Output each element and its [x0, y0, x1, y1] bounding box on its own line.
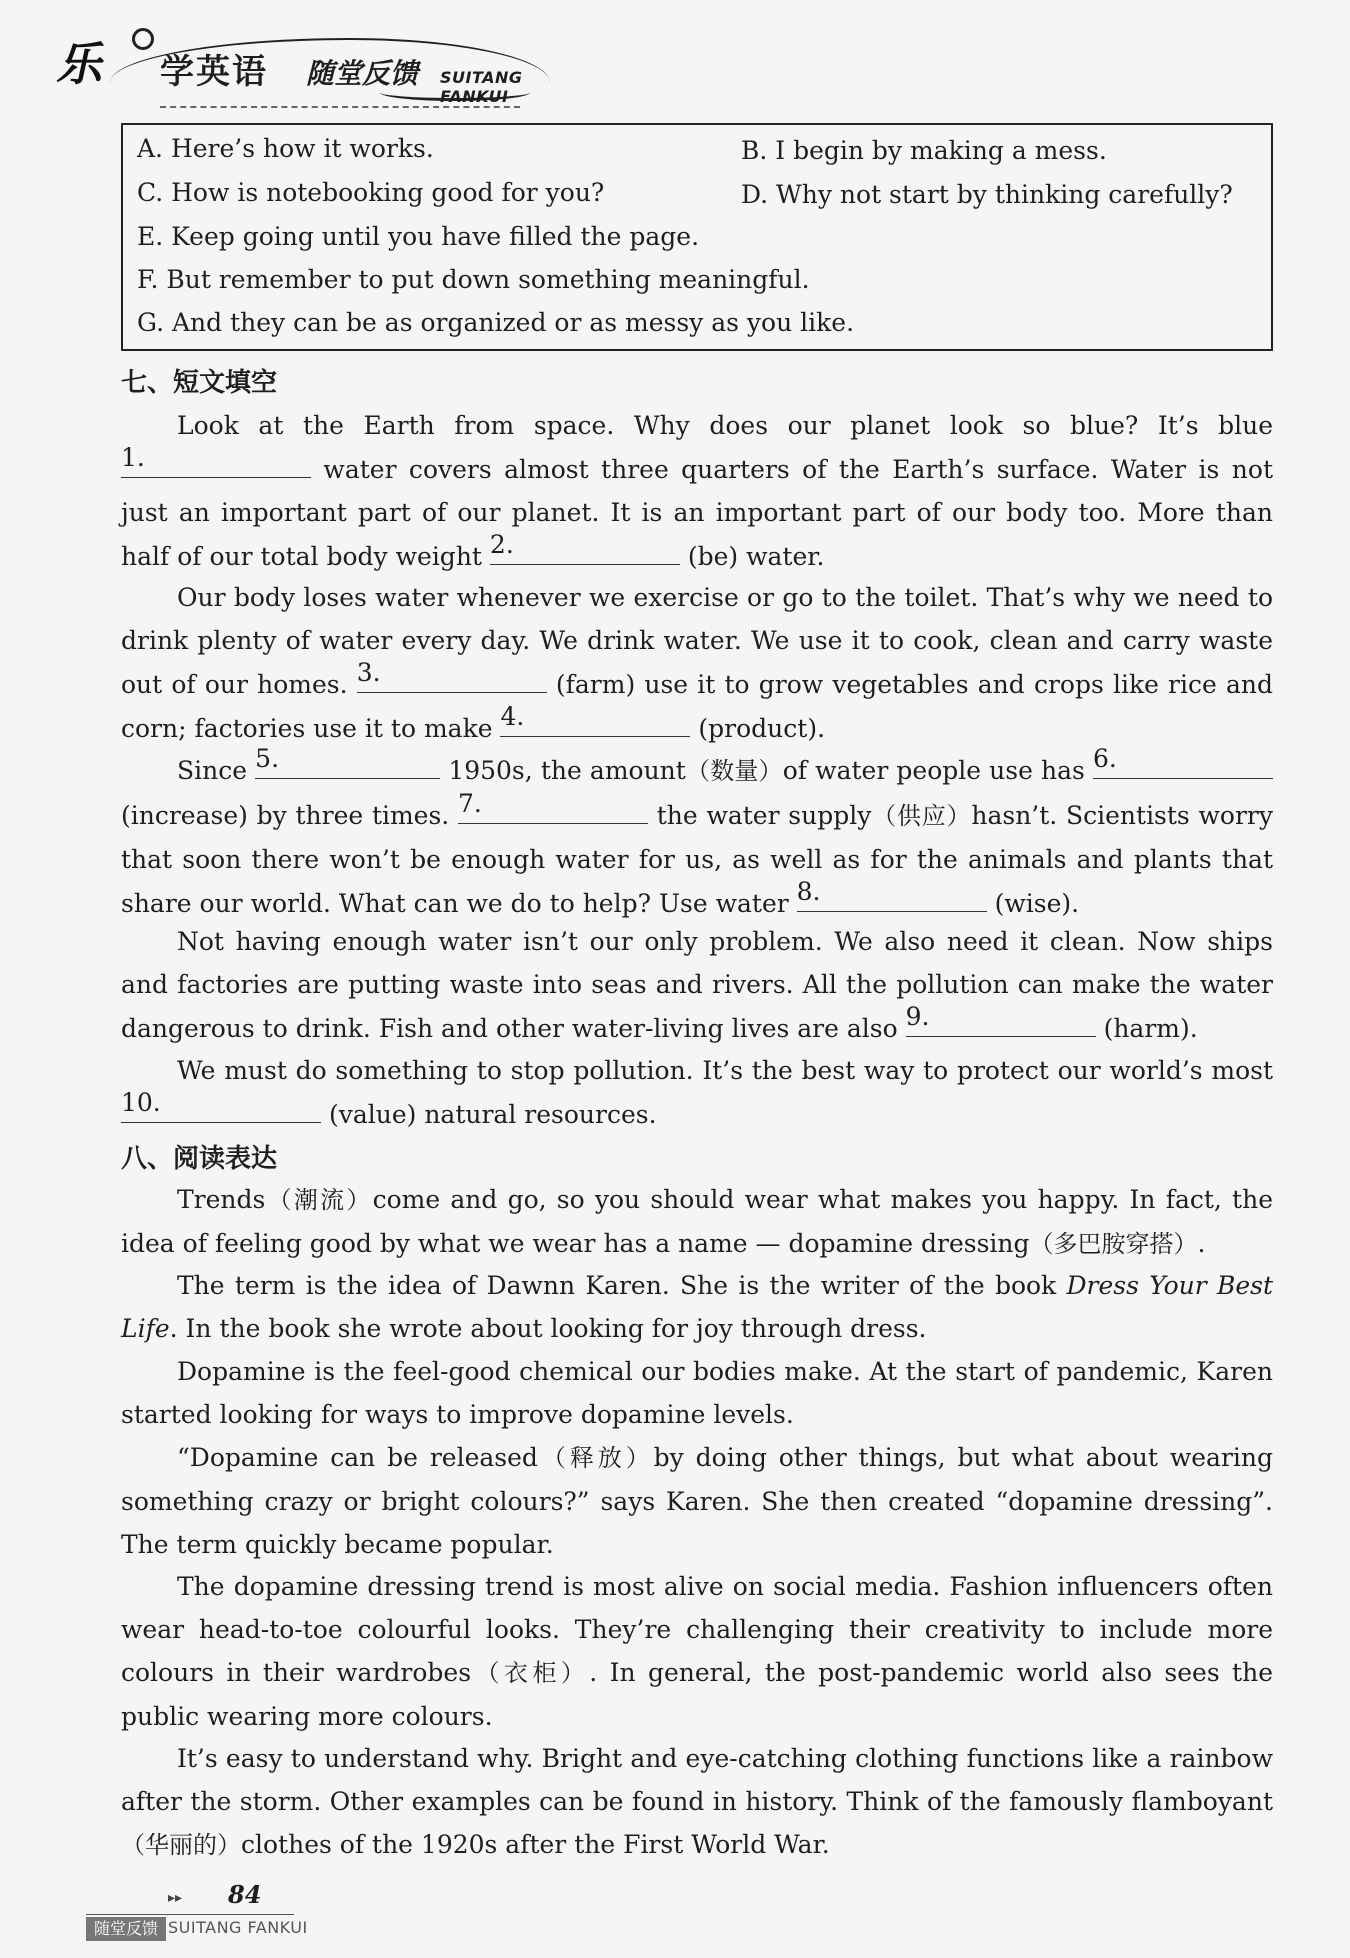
text: by doing other things, but what about wearing something crazy or bright colours?” says Karen. She then created “dopamine dressing”. The term quickly became popular. — [121, 1443, 1273, 1559]
text: 1950s, the amount — [448, 756, 686, 785]
text: (product). — [698, 714, 826, 743]
text: come and go, so you should wear what makes you happy. In fact, the idea of feeling good by what we wear has a name — dopamine dressing — [121, 1185, 1274, 1258]
option-d: D. Why not start by thinking carefully? — [741, 180, 1233, 209]
blank-number: 1. — [121, 443, 145, 472]
blank-3[interactable] — [356, 658, 547, 693]
page-number: 84 — [228, 1880, 262, 1909]
logo-circle-icon — [132, 28, 154, 50]
text: of water people use has — [782, 756, 1085, 785]
footer-title-en: SUITANG FANKUI — [168, 1918, 308, 1937]
blank-10[interactable] — [121, 1088, 321, 1123]
text: (be) water. — [687, 542, 825, 571]
text: water covers almost three quarters of the Earth’s surface. Water is not just an important part of our planet. It is an important part of our body too. More than half of our total body weight — [121, 455, 1273, 571]
s8-paragraph-5 — [121, 1565, 1273, 1738]
page-header — [53, 18, 580, 108]
footer-arrow-icon: ▸▸ — [168, 1890, 183, 1906]
text: . — [1197, 1229, 1206, 1258]
s7-paragraph-1 — [121, 404, 1273, 578]
text: Not having enough water isn’t our only problem. We also need it clean. Now ships and factories are putting waste into seas and rivers. All the pollution can make the water dangerous to drink. Fish and other water-living lives are also — [121, 927, 1273, 1043]
s7-paragraph-3 — [121, 744, 1273, 925]
header-title-en: SUITANG FANKUI — [440, 68, 523, 106]
chinese-gloss: （释放） — [537, 1444, 654, 1472]
text: The term is the idea of Dawnn Karen. She is the writer of the book — [177, 1271, 1057, 1300]
text: (value) natural resources. — [328, 1100, 657, 1129]
option-f: F. But remember to put down something meaningful. — [137, 265, 810, 294]
chinese-gloss: （衣柜） — [471, 1659, 590, 1687]
blank-number: 8. — [796, 877, 821, 906]
option-e: E. Keep going until you have filled the page. — [137, 222, 700, 251]
text: Dopamine is the feel-good chemical our bodies make. At the start of pandemic, Karen started looking for ways to improve dopamine levels. — [121, 1357, 1273, 1429]
blank-2[interactable] — [489, 530, 680, 565]
blank-7[interactable] — [458, 789, 648, 824]
text: . In general, the post-pandemic world also sees the public wearing more colours. — [121, 1658, 1273, 1731]
header-title-sub: 随堂反馈 — [306, 57, 419, 90]
option-b: B. I begin by making a mess. — [741, 136, 1107, 165]
options-box — [121, 123, 1273, 351]
blank-5[interactable] — [255, 744, 440, 779]
chinese-gloss: （数量） — [685, 757, 783, 785]
blank-number: 3. — [356, 658, 381, 687]
text: We must do something to stop pollution. It’s the best way to protect our world’s most — [177, 1056, 1273, 1085]
text: (farm) use it to grow vegetables and crops like rice and corn; factories use it to make — [121, 670, 1273, 743]
blank-1[interactable] — [121, 443, 311, 478]
blank-number: 10. — [121, 1088, 161, 1117]
text: Trends — [177, 1185, 266, 1214]
s8-paragraph-2 — [121, 1264, 1273, 1350]
blank-9[interactable] — [905, 1002, 1096, 1037]
footer-badge: 随堂反馈 — [86, 1917, 166, 1941]
chinese-gloss: （供应） — [871, 802, 972, 830]
text: . In the book she wrote about looking for joy through dress. — [169, 1314, 927, 1343]
option-g: G. And they can be as organized or as messy as you like. — [137, 308, 855, 337]
header-title-cn: 学英语 — [160, 52, 268, 92]
blank-number: 4. — [500, 702, 525, 731]
text: Since — [177, 756, 248, 785]
section-title-8: 八、阅读表达 — [121, 1144, 278, 1174]
blank-6[interactable] — [1093, 744, 1273, 779]
blank-number: 9. — [905, 1002, 930, 1031]
blank-number: 2. — [489, 530, 514, 559]
chinese-gloss: （潮流） — [265, 1186, 373, 1214]
footer-divider — [86, 1914, 294, 1915]
option-a: A. Here’s how it works. — [137, 134, 434, 163]
s7-paragraph-5 — [121, 1049, 1273, 1136]
text: Look at the Earth from space. Why does our planet look so blue? It’s blue — [177, 411, 1273, 440]
blank-4[interactable] — [500, 702, 690, 737]
text: clothes of the 1920s after the First World War. — [241, 1830, 830, 1859]
text: “Dopamine can be released — [177, 1443, 538, 1472]
book-title: Dress Your Best Life — [121, 1271, 1273, 1343]
text: Our body loses water whenever we exercise or go to the toilet. That’s why we need to drink plenty of water every day. We drink water. We use it to cook, clean and carry waste out of our homes. — [121, 583, 1273, 699]
text: (harm). — [1103, 1014, 1198, 1043]
s8-paragraph-3 — [121, 1350, 1273, 1436]
text: It’s easy to understand why. Bright and eye-catching clothing functions like a rainbow after the storm. Other examples can be found in history. Think of the famously flamboyant — [121, 1744, 1273, 1816]
option-c: C. How is notebooking good for you? — [137, 178, 605, 207]
text: The dopamine dressing trend is most alive on social media. Fashion influencers often wear head-to-toe colourful looks. They’re challenging their creativity to include more colours in their wardrobes — [121, 1572, 1273, 1687]
s8-paragraph-1 — [121, 1178, 1273, 1266]
section-title-7: 七、短文填空 — [121, 368, 278, 398]
logo-mark: 乐 — [53, 37, 112, 91]
blank-8[interactable] — [796, 877, 987, 912]
chinese-gloss: （多巴胺穿搭） — [1029, 1230, 1198, 1258]
s8-paragraph-6 — [121, 1737, 1273, 1867]
text: the water supply — [656, 801, 872, 830]
text: (increase) by three times. — [121, 801, 450, 830]
text: (wise). — [994, 889, 1080, 918]
header-dashed-line — [160, 106, 520, 108]
s8-paragraph-4 — [121, 1436, 1273, 1566]
chinese-gloss: （华丽的） — [121, 1831, 241, 1859]
text: hasn’t. Scientists worry that soon there won’t be enough water for us, as well as for the animals and plants that share our world. What can we do to help? Use water — [121, 801, 1273, 918]
s7-paragraph-4 — [121, 920, 1273, 1050]
blank-number: 7. — [458, 789, 482, 818]
s7-paragraph-2 — [121, 576, 1273, 750]
blank-number: 5. — [255, 744, 280, 773]
blank-number: 6. — [1093, 744, 1117, 773]
